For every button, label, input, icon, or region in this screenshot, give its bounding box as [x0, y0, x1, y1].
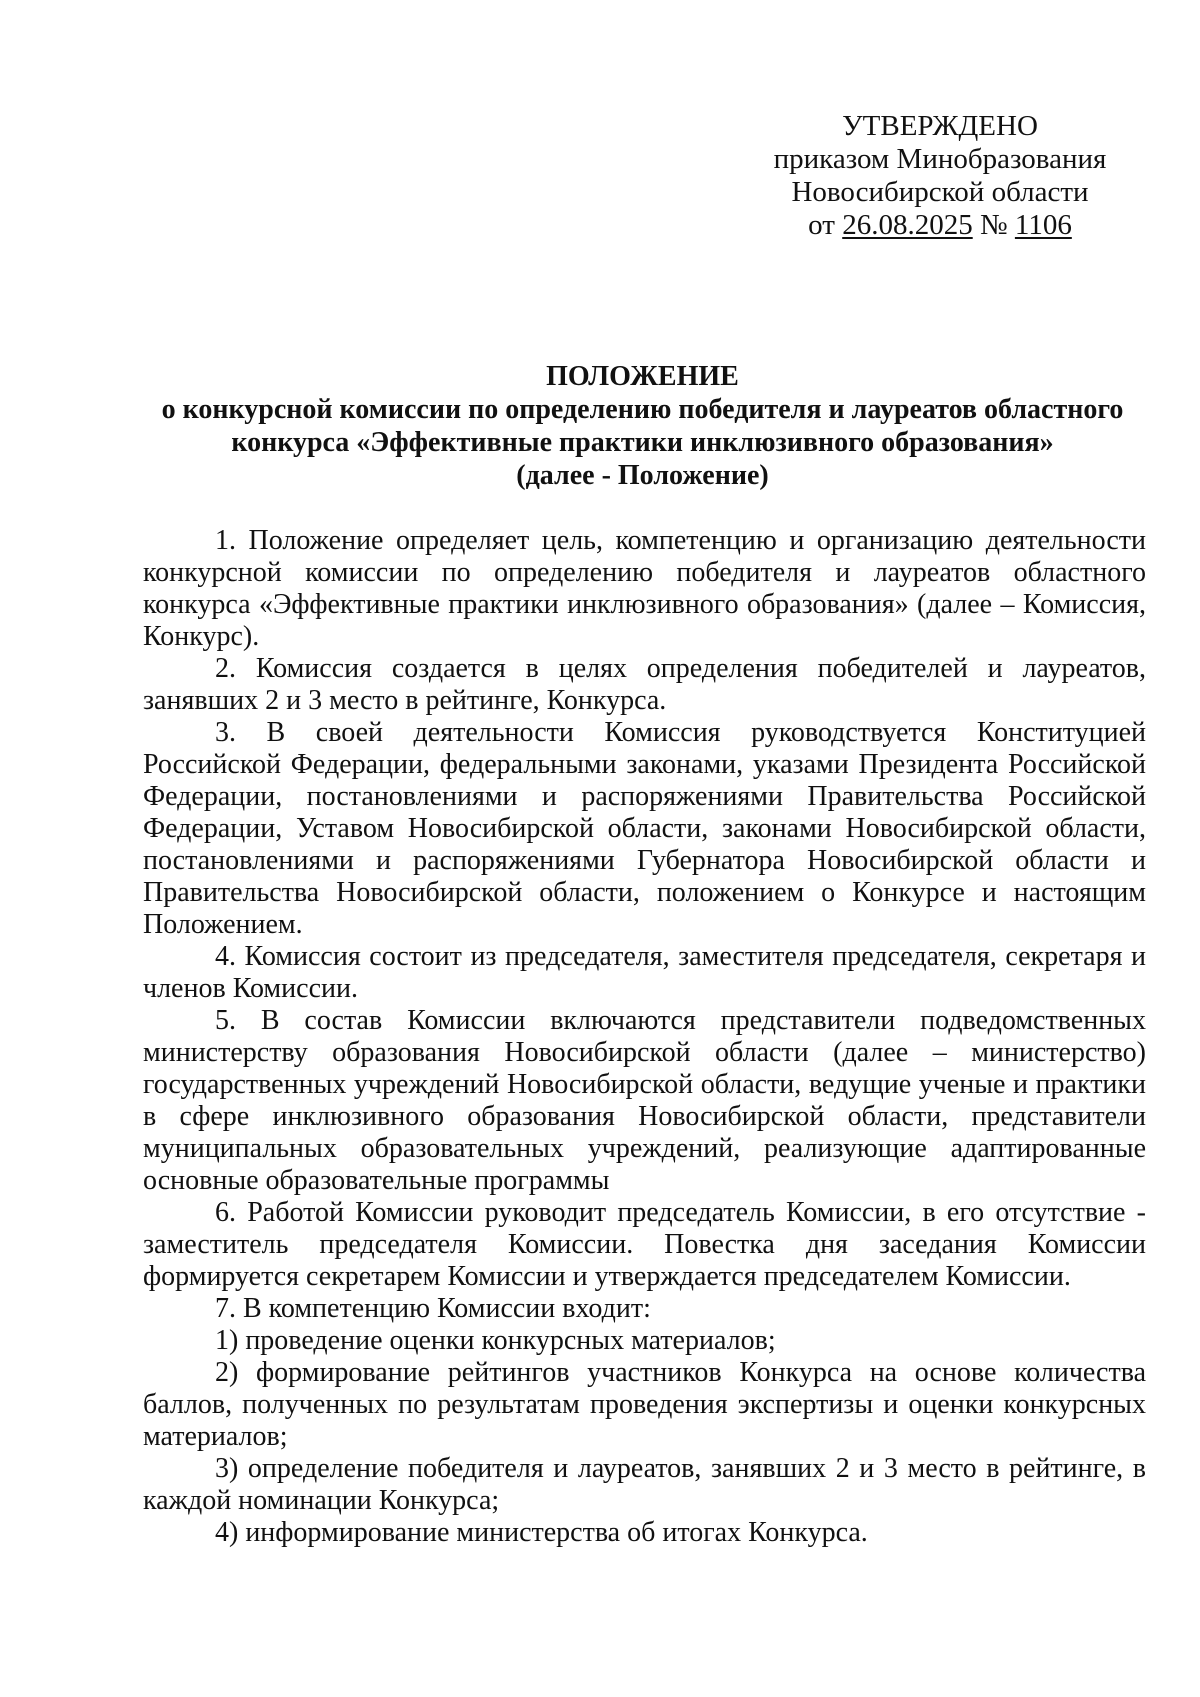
- document-subtitle-line-3: (далее - Положение): [516, 460, 769, 491]
- approval-region-line: Новосибирской области: [791, 176, 1089, 208]
- paragraph-1: 1. Положение определяет цель, компетенцию и организацию деятельности конкурсной комиссии по определению победителя и лауреатов областного конкурса «Эффективные практики инклюзивного образования» (далее – Комиссия, Конкурс).: [143, 525, 1146, 652]
- document-subtitle-line-1: о конкурсной комиссии по определению победителя и лауреатов областного: [161, 394, 1124, 425]
- list-item-1: 1) проведение оценки конкурсных материалов;: [215, 1325, 776, 1356]
- list-item-3: 3) определение победителя и лауреатов, занявших 2 и 3 место в рейтинге, в каждой номинации Конкурса;: [143, 1453, 1146, 1516]
- paragraph-2: 2. Комиссия создается в целях определения победителей и лауреатов, занявших 2 и 3 место в рейтинге, Конкурса.: [143, 653, 1146, 716]
- approval-number-label: №: [979, 209, 1008, 241]
- approval-date-line: [740, 209, 1140, 242]
- document-title: ПОЛОЖЕНИЕ: [546, 361, 739, 392]
- approval-stamp: [740, 110, 1140, 242]
- list-item-2: 2) формирование рейтингов участников Конкурса на основе количества баллов, полученных по результатам проведения экспертизы и оценки конкурсных материалов;: [143, 1357, 1146, 1452]
- document-heading: [140, 360, 1145, 492]
- paragraph-3: 3. В своей деятельности Комиссия руководствуется Конституцией Российской Федерации, федеральными законами, указами Президента Российской Федерации, постановлениями и распоряжениями Правительства Российской Федерации, Уставом Новосибирской области, законами Новосибирской области, постановлениями и распоряжениями Губернатора Новосибирской области и Правительства Новосибирской области, положением о Конкурсе и настоящим Положением.: [143, 717, 1146, 940]
- list-item-4: 4) информирование министерства об итогах Конкурса.: [215, 1517, 868, 1548]
- paragraph-5: 5. В состав Комиссии включаются представители подведомственных министерству образования Новосибирской области (далее – министерство) государственных учреждений Новосибирской области, ведущие ученые и практики в сфере инклюзивного образования Новосибирской области, представители муниципальных образовательных учреждений, реализующие адаптированные основные образовательные программы: [143, 1005, 1146, 1196]
- paragraph-4: 4. Комиссия состоит из председателя, заместителя председателя, секретаря и членов Комиссии.: [143, 941, 1146, 1004]
- paragraph-6: 6. Работой Комиссии руководит председатель Комиссии, в его отсутствие - заместитель председателя Комиссии. Повестка дня заседания Комиссии формируется секретарем Комиссии и утверждается председателем Комиссии.: [143, 1197, 1146, 1292]
- approval-from-label: от: [808, 209, 835, 241]
- document-subtitle-line-2: конкурса «Эффективные практики инклюзивного образования»: [231, 427, 1054, 458]
- approval-date: 26.08.2025: [842, 209, 973, 241]
- approval-order-line: приказом Минобразования: [773, 143, 1107, 175]
- document-body: [143, 525, 1146, 1549]
- paragraph-7: 7. В компетенцию Комиссии входит:: [215, 1293, 651, 1324]
- approval-number: 1106: [1014, 209, 1072, 241]
- approval-title: УТВЕРЖДЕНО: [842, 110, 1038, 142]
